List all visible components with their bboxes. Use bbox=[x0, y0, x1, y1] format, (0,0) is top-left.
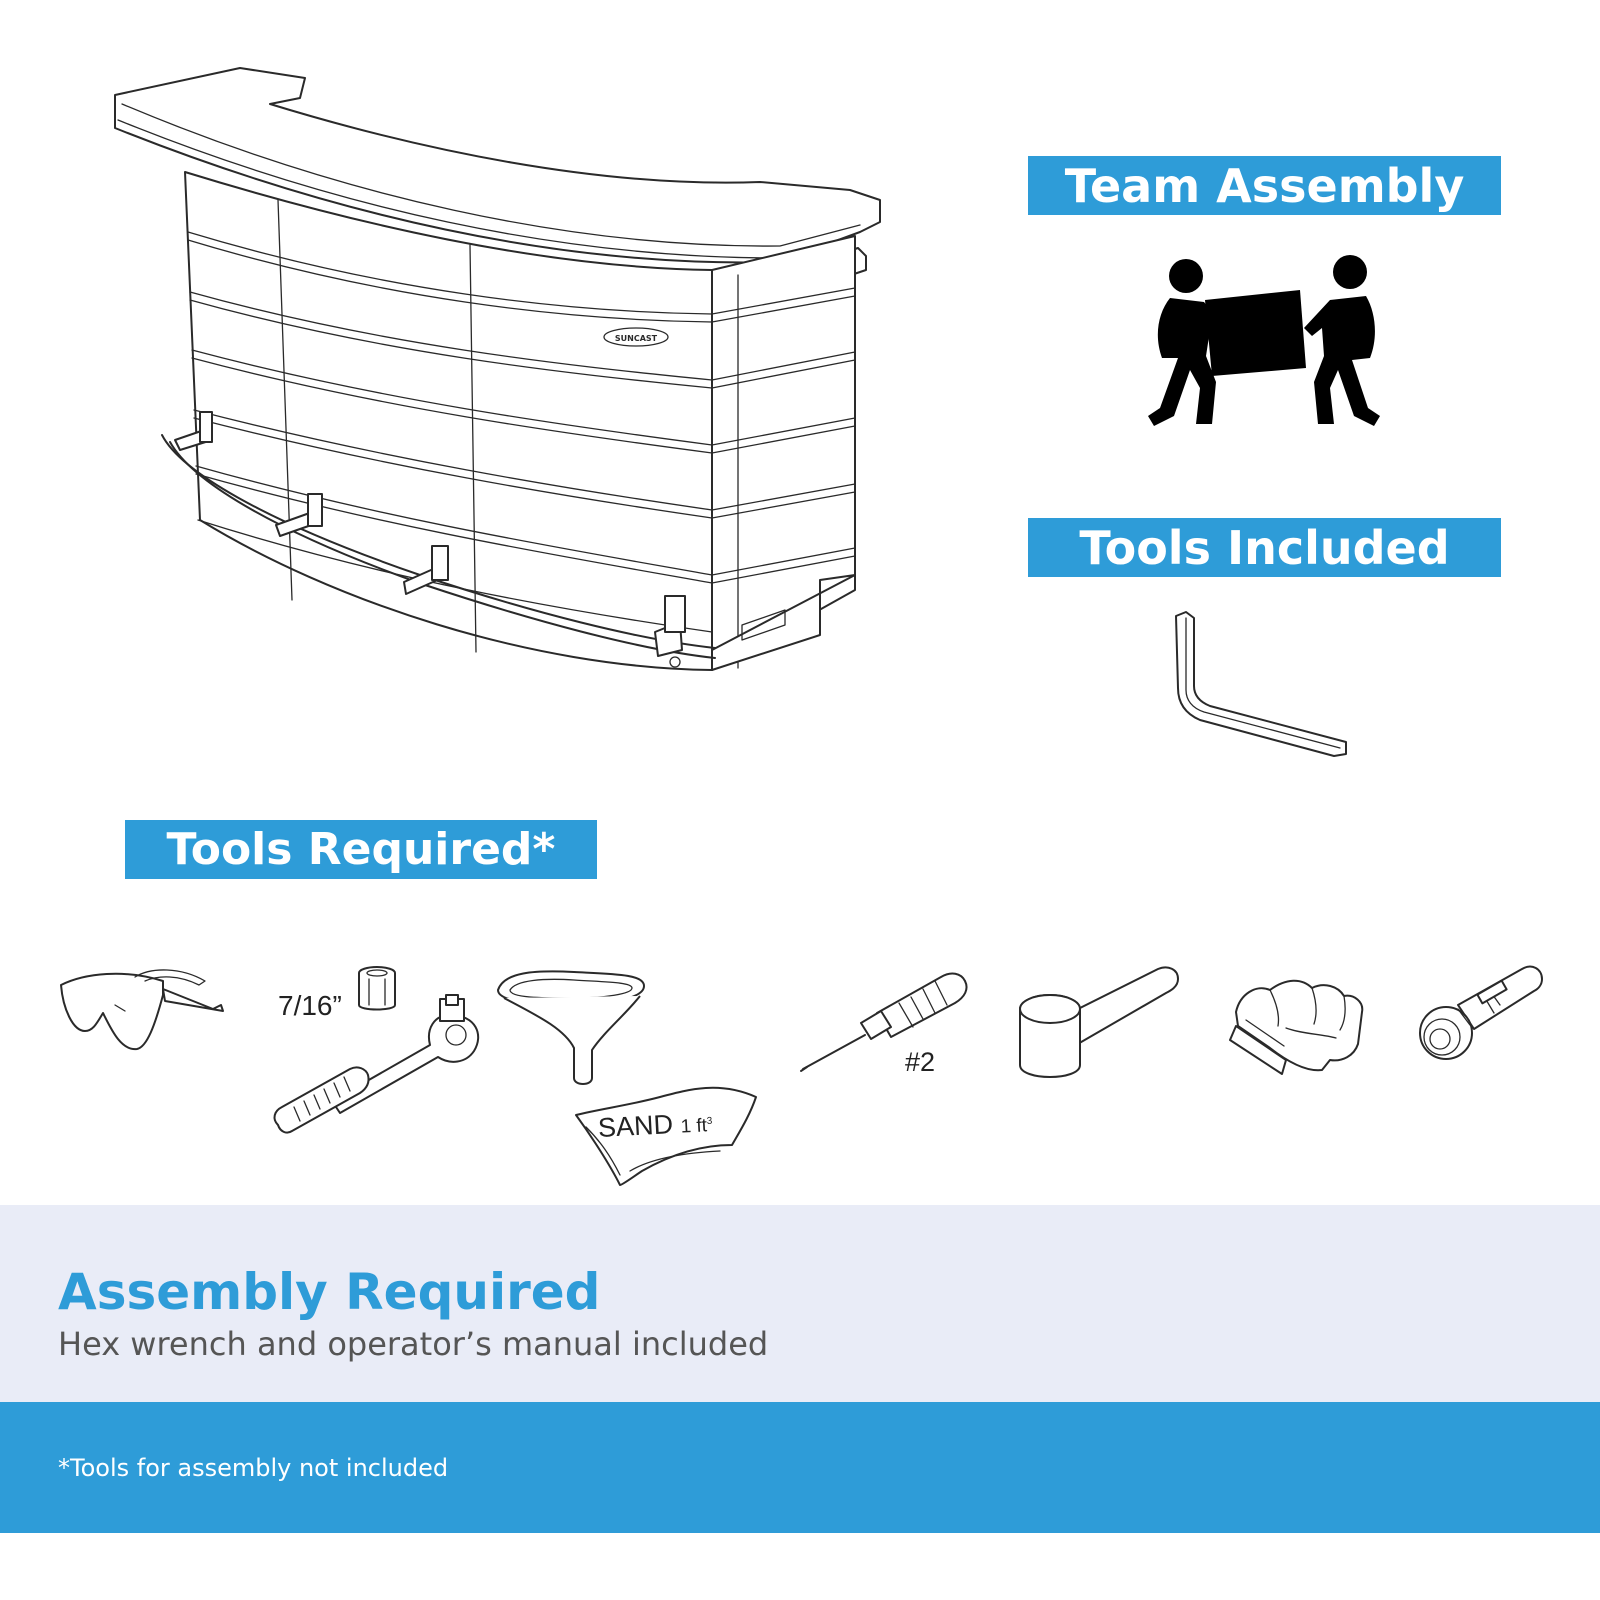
team-assembly-label: Team Assembly bbox=[1064, 158, 1465, 213]
ratchet-wrench-icon bbox=[270, 995, 490, 1145]
sand-volume-exponent: 3 bbox=[706, 1115, 713, 1127]
sand-label bbox=[597, 1107, 713, 1144]
sand-label-text: SAND bbox=[597, 1109, 674, 1143]
hex-wrench-icon bbox=[1170, 608, 1360, 768]
footer-bar bbox=[0, 1402, 1600, 1533]
assembly-required-title: Assembly Required bbox=[58, 1263, 601, 1321]
tools-required-label: Tools Required* bbox=[166, 824, 556, 875]
socket-size-label: 7/16” bbox=[278, 990, 342, 1021]
safety-glasses-icon bbox=[55, 965, 225, 1065]
assembly-subtitle: Hex wrench and operator’s manual included bbox=[58, 1325, 769, 1363]
assembly-banner bbox=[0, 1205, 1600, 1402]
footer-note: *Tools for assembly not included bbox=[58, 1454, 449, 1482]
tools-included-badge bbox=[1028, 518, 1501, 577]
screwdriver-size-label: #2 bbox=[905, 1047, 936, 1077]
brand-logo: SUNCAST bbox=[614, 334, 658, 343]
screwdriver-icon bbox=[795, 965, 975, 1075]
work-gloves-icon bbox=[1226, 968, 1376, 1078]
team-lift-icon bbox=[1140, 258, 1390, 428]
sand-volume bbox=[680, 1115, 713, 1138]
tools-included-label: Tools Included bbox=[1079, 520, 1450, 575]
team-assembly-badge bbox=[1028, 156, 1501, 215]
mallet-icon bbox=[1018, 965, 1180, 1085]
tools-required-badge bbox=[125, 820, 597, 879]
sand-volume-text: 1 ft bbox=[680, 1115, 708, 1138]
flashlight-icon bbox=[1418, 965, 1546, 1067]
